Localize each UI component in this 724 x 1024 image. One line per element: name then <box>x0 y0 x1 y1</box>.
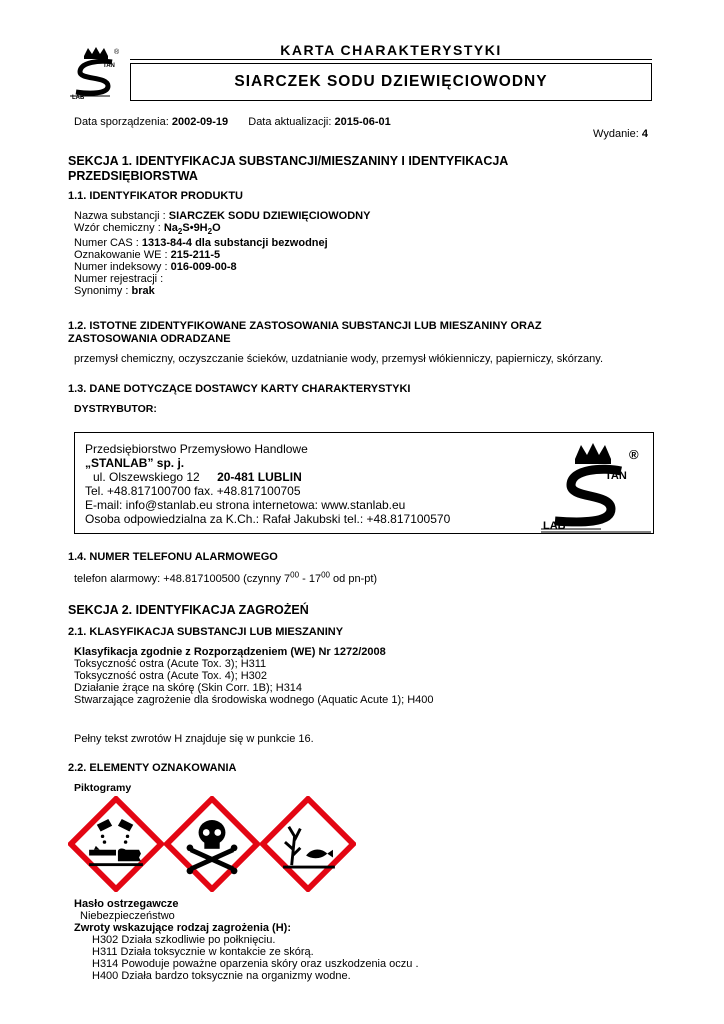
created-label: Data sporządzenia: <box>74 116 169 128</box>
logo-lab-text: LAB <box>72 95 85 100</box>
corrosion-icon <box>68 796 164 892</box>
section2-heading: SEKCJA 2. IDENTYFIKACJA ZAGROŻEŃ <box>68 603 309 617</box>
product-identifier <box>74 210 370 297</box>
supplier-company: Przedsiębiorstwo Przemysłowo Handlowe <box>85 442 308 456</box>
alarm-phone: telefon alarmowy: +48.817100500 (czynny $7^{00} - 17^{00}$ od pn-pt) <box>74 570 378 585</box>
pictograms-label: Piktogramy <box>74 782 132 794</box>
classification-item: Stwarzające zagrożenie dla środowiska wodnego (Aquatic Acute 1); H400 <box>74 694 434 706</box>
edition-value: 4 <box>641 128 648 140</box>
edition-label: Wydanie: <box>593 128 639 140</box>
doc-header-title: KARTA CHARAKTERYSTYKI <box>280 42 502 58</box>
signal-word-block <box>74 898 419 982</box>
dates-line <box>74 116 391 128</box>
logo-tan-text: TAN <box>103 63 115 69</box>
environment-icon <box>260 796 356 892</box>
supplier-email: E-mail: info@stanlab.eu strona internetowa: www.stanlab.eu <box>85 498 406 512</box>
supplier-logo <box>541 437 651 533</box>
updated-label: Data aktualizacji: <box>248 116 332 128</box>
supplier-name: „STANLAB” sp. j. <box>85 456 185 470</box>
cas-row: Numer CAS : 1313-84-4 dla substancji bezwodnej <box>74 237 328 249</box>
logo-registered-mark: ® <box>114 49 120 56</box>
signal-value: Niebezpieczeństwo <box>80 910 175 922</box>
classification-item: Działanie żrące na skórę (Skin Corr. 1B); H314 <box>74 682 303 694</box>
substance-name-row: Nazwa substancji : SIARCZEK SODU DZIEWIĘCIOWODNY <box>74 210 371 222</box>
classification-list <box>74 658 434 706</box>
h-statement: H400 Działa bardzo toksycznie na organizmy wodne. <box>92 970 351 982</box>
supplier-phone: Tel. +48.817100700 fax. +48.817100705 <box>85 484 301 498</box>
s14-heading: 1.4. NUMER TELEFONU ALARMOWEGO <box>68 551 278 563</box>
h-statements-label: Zwroty wskazujące rodzaj zagrożenia (H): <box>74 922 291 934</box>
supplier-box <box>74 432 654 534</box>
h-statement: H311 Działa toksycznie w kontakcie ze skórą. <box>92 946 314 958</box>
substance-title: SIARCZEK SODU DZIEWIĘCIOWODNY <box>234 73 548 90</box>
s22-heading: 2.2. ELEMENTY OZNAKOWANIA <box>68 762 237 774</box>
supplier-details <box>85 442 450 526</box>
index-row: Numer indeksowy : 016-009-00-8 <box>74 261 237 273</box>
section1-heading: SEKCJA 1. IDENTYFIKACJA SUBSTANCJI/MIESZANINY I IDENTYFIKACJA PRZEDSIĘBIORSTWA <box>68 154 509 183</box>
edition-line <box>593 128 648 140</box>
s12-text: przemysł chemiczny, oczyszczanie ścieków, uzdatnianie wody, przemysł włókienniczy, papierniczy, skórzany. <box>74 353 604 365</box>
supplier-responsible: Osoba odpowiedzialna za K.Ch.: Rafał Jakubski tel.: +48.817100570 <box>85 512 451 526</box>
classification-item: Toksyczność ostra (Acute Tox. 3); H311 <box>74 658 267 670</box>
supplier-logo-lab: LAB <box>543 520 566 532</box>
classification-title: Klasyfikacja zgodnie z Rozporządzeniem (WE) Nr 1272/2008 <box>74 646 386 658</box>
s21-heading: 2.1. KLASYFIKACJA SUBSTANCJI LUB MIESZANINY <box>68 626 344 638</box>
supplier-address: ul. Olszewskiego 12 20-481 LUBLIN <box>93 470 302 484</box>
supplier-logo-tan: TAN <box>605 470 627 482</box>
h-statement: H314 Powoduje poważne oparzenia skóry oraz uszkodzenia oczu . <box>92 958 419 970</box>
full-text-note: Pełny tekst zwrotów H znajduje się w punkcie 16. <box>74 733 314 745</box>
formula-row: Wzór chemiczny : $Na_2S•9H_2O$ <box>74 222 221 237</box>
registration-row: Numer rejestracji : <box>74 273 164 285</box>
synonyms-row: Synonimy : brak <box>74 285 155 297</box>
s11-heading: 1.1. IDENTYFIKATOR PRODUKTU <box>68 190 243 202</box>
header-logo <box>70 46 130 100</box>
supplier-logo-registered: ® <box>629 447 639 462</box>
distributor-label: DYSTRYBUTOR: <box>74 403 157 415</box>
updated-value: 2015-06-01 <box>334 116 391 128</box>
header-underline <box>130 59 652 60</box>
s12-heading: 1.2. ISTOTNE ZIDENTYFIKOWANE ZASTOSOWANIA SUBSTANCJI LUB MIESZANINY ORAZ ZASTOSOWANIA ODRADZANE <box>68 320 542 345</box>
classification-item: Toksyczność ostra (Acute Tox. 4); H302 <box>74 670 267 682</box>
created-value: 2002-09-19 <box>171 116 229 128</box>
signal-label: Hasło ostrzegawcze <box>74 898 179 910</box>
skull-crossbones-icon <box>164 796 260 892</box>
we-row: Oznakowanie WE : 215-211-5 <box>74 249 221 261</box>
substance-title-box <box>130 63 652 101</box>
s13-heading: 1.3. DANE DOTYCZĄCE DOSTAWCY KARTY CHARAKTERYSTYKI <box>68 383 411 395</box>
h-statement: H302 Działa szkodliwie po połknięciu. <box>92 934 276 946</box>
